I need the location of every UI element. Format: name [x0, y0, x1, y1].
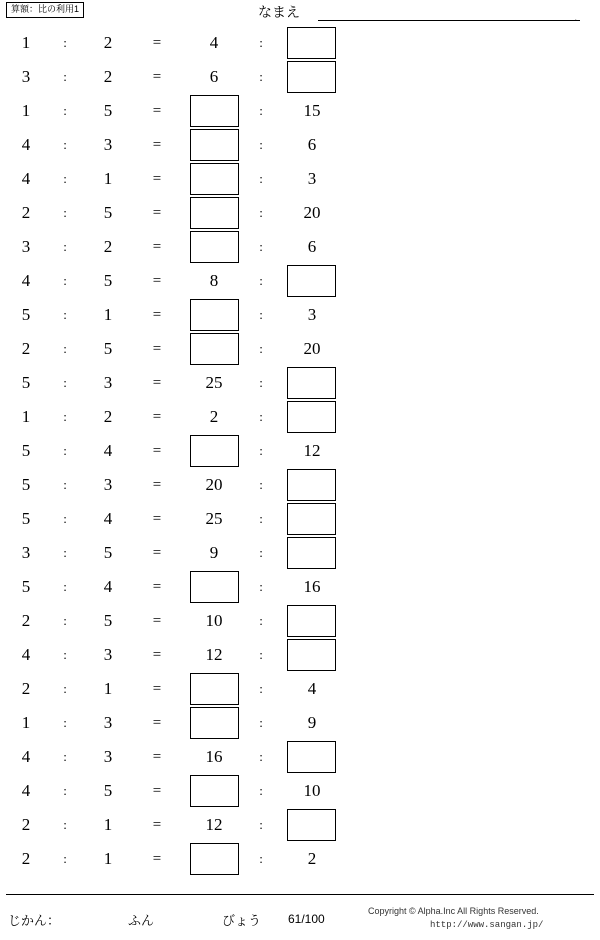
problem-row	[0, 94, 360, 128]
ratio-colon-left: :	[63, 239, 67, 254]
ratio-colon-left: :	[63, 341, 67, 356]
answer-box[interactable]	[190, 299, 239, 331]
term-b: 4	[103, 577, 113, 596]
problem-row	[0, 26, 360, 60]
ratio-colon-right: :	[259, 851, 263, 866]
term-a: 2	[21, 203, 31, 222]
term-c: 25	[205, 373, 223, 392]
answer-box[interactable]	[287, 503, 336, 535]
term-c: 25	[205, 509, 223, 528]
footer-divider	[6, 894, 594, 895]
term-c: 6	[209, 67, 219, 86]
term-b: 2	[103, 407, 113, 426]
equals-sign: =	[152, 681, 162, 697]
term-d: 20	[303, 203, 321, 222]
term-b: 1	[103, 169, 113, 188]
term-c: 2	[209, 407, 219, 426]
ratio-colon-right: :	[259, 307, 263, 322]
problem-row	[0, 672, 360, 706]
term-c: 16	[205, 747, 223, 766]
problem-row	[0, 264, 360, 298]
term-c: 12	[205, 815, 223, 834]
answer-box[interactable]	[190, 231, 239, 263]
ratio-colon-right: :	[259, 715, 263, 730]
term-d: 12	[303, 441, 321, 460]
term-b: 3	[103, 747, 113, 766]
equals-sign: =	[152, 443, 162, 459]
answer-box[interactable]	[287, 639, 336, 671]
ratio-colon-right: :	[259, 69, 263, 84]
term-b: 5	[103, 101, 113, 120]
equals-sign: =	[152, 851, 162, 867]
term-b: 5	[103, 203, 113, 222]
term-a: 1	[21, 713, 31, 732]
equals-sign: =	[152, 783, 162, 799]
term-b: 5	[103, 611, 113, 630]
ratio-colon-left: :	[63, 749, 67, 764]
term-d: 6	[307, 135, 317, 154]
page-header	[0, 0, 600, 26]
problem-row	[0, 366, 360, 400]
term-b: 3	[103, 645, 113, 664]
ratio-colon-right: :	[259, 375, 263, 390]
equals-sign: =	[152, 273, 162, 289]
answer-box[interactable]	[190, 673, 239, 705]
answer-box[interactable]	[287, 605, 336, 637]
term-d: 20	[303, 339, 321, 358]
problem-row	[0, 400, 360, 434]
answer-box[interactable]	[287, 537, 336, 569]
term-c: 10	[205, 611, 223, 630]
ratio-colon-left: :	[63, 409, 67, 424]
answer-box[interactable]	[287, 265, 336, 297]
page-number: 61/100	[288, 912, 325, 926]
answer-box[interactable]	[190, 571, 239, 603]
term-a: 4	[21, 135, 31, 154]
equals-sign: =	[152, 137, 162, 153]
answer-box[interactable]	[190, 163, 239, 195]
ratio-colon-right: :	[259, 647, 263, 662]
worksheet-title: 算額：比の利用1	[6, 2, 84, 18]
term-a: 3	[21, 67, 31, 86]
term-b: 1	[103, 679, 113, 698]
problem-row	[0, 706, 360, 740]
ratio-colon-right: :	[259, 341, 263, 356]
ratio-colon-right: :	[259, 273, 263, 288]
ratio-colon-right: :	[259, 137, 263, 152]
problem-row	[0, 60, 360, 94]
term-b: 5	[103, 271, 113, 290]
problem-row	[0, 604, 360, 638]
term-d: 6	[307, 237, 317, 256]
term-a: 2	[21, 679, 31, 698]
ratio-colon-left: :	[63, 511, 67, 526]
ratio-colon-right: :	[259, 35, 263, 50]
term-a: 1	[21, 101, 31, 120]
equals-sign: =	[152, 579, 162, 595]
term-b: 1	[103, 305, 113, 324]
ratio-colon-left: :	[63, 171, 67, 186]
term-c: 12	[205, 645, 223, 664]
problem-row	[0, 536, 360, 570]
term-b: 4	[103, 441, 113, 460]
term-c: 20	[205, 475, 223, 494]
term-d: 9	[307, 713, 317, 732]
equals-sign: =	[152, 749, 162, 765]
equals-sign: =	[152, 715, 162, 731]
ratio-colon-right: :	[259, 817, 263, 832]
ratio-colon-left: :	[63, 783, 67, 798]
ratio-colon-right: :	[259, 205, 263, 220]
term-b: 1	[103, 849, 113, 868]
term-a: 1	[21, 407, 31, 426]
answer-box[interactable]	[190, 333, 239, 365]
ratio-colon-left: :	[63, 647, 67, 662]
equals-sign: =	[152, 647, 162, 663]
ratio-colon-left: :	[63, 681, 67, 696]
term-b: 3	[103, 135, 113, 154]
term-a: 3	[21, 237, 31, 256]
minutes-label: ふん	[128, 913, 155, 928]
term-d: 2	[307, 849, 317, 868]
ratio-colon-left: :	[63, 579, 67, 594]
ratio-colon-left: :	[63, 443, 67, 458]
problem-row	[0, 298, 360, 332]
copyright-notice: Copyright © Alpha.Inc All Rights Reserved.	[368, 906, 539, 916]
term-d: 15	[303, 101, 321, 120]
answer-box[interactable]	[190, 197, 239, 229]
ratio-colon-left: :	[63, 69, 67, 84]
term-a: 5	[21, 305, 31, 324]
ratio-colon-right: :	[259, 545, 263, 560]
term-b: 4	[103, 509, 113, 528]
term-d: 4	[307, 679, 317, 698]
seconds-label: びょう	[222, 913, 262, 928]
ratio-colon-right: :	[259, 681, 263, 696]
term-b: 1	[103, 815, 113, 834]
ratio-colon-left: :	[63, 375, 67, 390]
ratio-colon-right: :	[259, 171, 263, 186]
problem-row	[0, 434, 360, 468]
name-field-dot: .	[574, 10, 578, 24]
answer-box[interactable]	[287, 367, 336, 399]
equals-sign: =	[152, 545, 162, 561]
answer-box[interactable]	[190, 95, 239, 127]
equals-sign: =	[152, 205, 162, 221]
problem-row	[0, 774, 360, 808]
term-d: 3	[307, 169, 317, 188]
term-b: 5	[103, 781, 113, 800]
term-a: 5	[21, 509, 31, 528]
ratio-colon-left: :	[63, 613, 67, 628]
answer-box[interactable]	[190, 435, 239, 467]
term-c: 4	[209, 33, 219, 52]
equals-sign: =	[152, 35, 162, 51]
equals-sign: =	[152, 171, 162, 187]
equals-sign: =	[152, 341, 162, 357]
ratio-colon-right: :	[259, 749, 263, 764]
equals-sign: =	[152, 409, 162, 425]
equals-sign: =	[152, 307, 162, 323]
equals-sign: =	[152, 69, 162, 85]
problem-row	[0, 570, 360, 604]
ratio-colon-left: :	[63, 273, 67, 288]
ratio-colon-left: :	[63, 103, 67, 118]
ratio-colon-left: :	[63, 817, 67, 832]
ratio-colon-right: :	[259, 477, 263, 492]
problem-list	[0, 26, 600, 876]
term-a: 2	[21, 849, 31, 868]
term-b: 2	[103, 33, 113, 52]
term-a: 1	[21, 33, 31, 52]
term-a: 2	[21, 611, 31, 630]
equals-sign: =	[152, 477, 162, 493]
term-a: 4	[21, 747, 31, 766]
problem-row	[0, 162, 360, 196]
term-b: 3	[103, 373, 113, 392]
problem-row	[0, 502, 360, 536]
term-a: 4	[21, 169, 31, 188]
equals-sign: =	[152, 817, 162, 833]
term-b: 5	[103, 339, 113, 358]
name-write-line[interactable]	[318, 20, 580, 21]
answer-box[interactable]	[190, 843, 239, 875]
equals-sign: =	[152, 613, 162, 629]
term-a: 5	[21, 373, 31, 392]
time-label: じかん：	[8, 913, 61, 928]
ratio-colon-left: :	[63, 35, 67, 50]
equals-sign: =	[152, 103, 162, 119]
answer-box[interactable]	[287, 27, 336, 59]
term-d: 16	[303, 577, 321, 596]
term-b: 5	[103, 543, 113, 562]
term-b: 2	[103, 237, 113, 256]
ratio-colon-right: :	[259, 511, 263, 526]
term-a: 5	[21, 441, 31, 460]
term-a: 5	[21, 577, 31, 596]
problem-row	[0, 196, 360, 230]
page-footer	[0, 894, 600, 940]
term-a: 5	[21, 475, 31, 494]
ratio-colon-left: :	[63, 137, 67, 152]
answer-box[interactable]	[287, 741, 336, 773]
term-b: 3	[103, 475, 113, 494]
equals-sign: =	[152, 375, 162, 391]
problem-row	[0, 128, 360, 162]
ratio-colon-left: :	[63, 307, 67, 322]
ratio-colon-right: :	[259, 443, 263, 458]
term-a: 4	[21, 781, 31, 800]
problem-row	[0, 842, 360, 876]
ratio-colon-left: :	[63, 851, 67, 866]
term-a: 4	[21, 645, 31, 664]
problem-row	[0, 230, 360, 264]
term-b: 2	[103, 67, 113, 86]
answer-box[interactable]	[287, 469, 336, 501]
equals-sign: =	[152, 239, 162, 255]
ratio-colon-left: :	[63, 545, 67, 560]
answer-box[interactable]	[287, 809, 336, 841]
term-a: 3	[21, 543, 31, 562]
ratio-colon-right: :	[259, 409, 263, 424]
problem-row	[0, 638, 360, 672]
answer-box[interactable]	[190, 707, 239, 739]
ratio-colon-right: :	[259, 783, 263, 798]
answer-box[interactable]	[287, 61, 336, 93]
problem-row	[0, 468, 360, 502]
term-a: 4	[21, 271, 31, 290]
term-c: 8	[209, 271, 219, 290]
term-d: 3	[307, 305, 317, 324]
ratio-colon-left: :	[63, 715, 67, 730]
equals-sign: =	[152, 511, 162, 527]
problem-row	[0, 808, 360, 842]
answer-box[interactable]	[190, 775, 239, 807]
term-b: 3	[103, 713, 113, 732]
source-url: http://www.sangan.jp/	[430, 920, 544, 930]
answer-box[interactable]	[190, 129, 239, 161]
name-field-label: なまえ	[258, 4, 300, 20]
problem-row	[0, 332, 360, 366]
answer-box[interactable]	[287, 401, 336, 433]
problem-row	[0, 740, 360, 774]
ratio-colon-right: :	[259, 579, 263, 594]
ratio-colon-left: :	[63, 205, 67, 220]
ratio-colon-left: :	[63, 477, 67, 492]
ratio-colon-right: :	[259, 239, 263, 254]
term-a: 2	[21, 339, 31, 358]
ratio-colon-right: :	[259, 613, 263, 628]
term-c: 9	[209, 543, 219, 562]
ratio-colon-right: :	[259, 103, 263, 118]
term-d: 10	[303, 781, 321, 800]
term-a: 2	[21, 815, 31, 834]
